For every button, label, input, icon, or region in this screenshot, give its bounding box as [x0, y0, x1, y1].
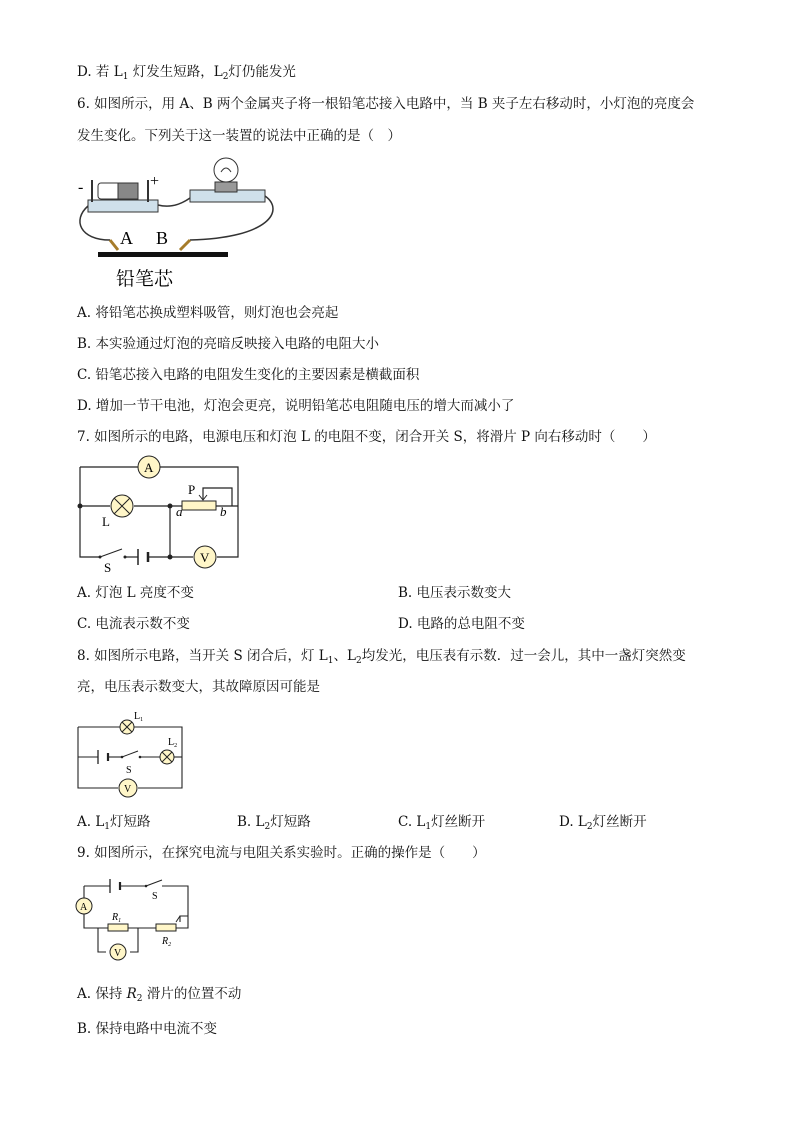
q8-option-c: C. $L_1$灯丝断开	[398, 814, 486, 832]
slider-p-label: P	[188, 482, 196, 497]
plus-sign: +	[150, 173, 160, 190]
q6-option-c: C. 铅笔芯接入电路的电阻发生变化的主要因素是横截面积	[77, 367, 420, 383]
r1-label: $R_1$	[112, 912, 122, 924]
q6-pencil-circuit-figure	[70, 150, 285, 295]
minus-sign: -	[78, 179, 84, 196]
lamp-base	[215, 182, 237, 192]
q9-option-a: A. 保持 $R_2$ 滑片的位置不动	[77, 986, 242, 1004]
q6-option-d: D. 增加一节干电池，灯泡会更亮，说明铅笔芯电阻随电压的增大而减小了	[77, 398, 515, 414]
ammeter-label: A	[144, 460, 154, 475]
rheostat	[182, 501, 216, 510]
q9-option-b: B. 保持电路中电流不变	[77, 1021, 218, 1037]
ammeter-label: A	[80, 902, 88, 913]
switch-s-label: S	[126, 765, 132, 776]
end-b-label: b	[220, 504, 227, 519]
lamp-l-label: L	[102, 514, 110, 529]
switch-s-label: S	[152, 891, 158, 902]
q8-stem-line1: 8. 如图所示电路，当开关 S 闭合后，灯 $L_1$、$L_2$均发光，电压表有示数．过一会儿，其中一盏灯突然变	[77, 648, 686, 666]
q6-option-b: B. 本实验通过灯泡的亮暗反映接入电路的电阻大小	[77, 336, 380, 352]
q7-option-a: A. 灯泡 L 亮度不变	[77, 585, 194, 601]
rheostat-r2	[156, 924, 176, 931]
q8-option-d: D. $L_2$灯丝断开	[559, 814, 647, 832]
lamp-l2-label: $L_2$	[168, 737, 178, 749]
q6-option-a: A. 将铅笔芯换成塑料吸管，则灯泡也会亮起	[77, 305, 339, 321]
switch-s-label: S	[104, 560, 112, 575]
q5-option-d: D. 若 $L_1$ 灯发生短路，$L_2$灯仍能发光	[77, 64, 296, 82]
voltmeter-label: V	[124, 784, 132, 795]
q7-option-b: B. 电压表示数变大	[398, 585, 512, 601]
q6-stem-line2: 发生变化。下列关于这一装置的说法中正确的是（ ）	[77, 128, 401, 144]
clip-a-label: A	[120, 228, 133, 248]
voltmeter-label: V	[200, 550, 210, 565]
end-a-label: a	[176, 504, 183, 519]
q7-circuit-figure	[70, 450, 250, 575]
q8-option-b: B. $L_2$灯短路	[237, 814, 311, 832]
bulb-icon	[214, 158, 238, 182]
q8-stem-line2: 亮，电压表示数变大，其故障原因可能是	[77, 679, 320, 695]
q8-circuit-figure	[70, 705, 190, 800]
clip-b-label: B	[156, 228, 169, 248]
q7-option-d: D. 电路的总电阻不变	[398, 616, 525, 632]
q9-circuit-figure	[70, 870, 200, 970]
resistor-r1	[108, 924, 128, 931]
q9-stem: 9. 如图所示，在探究电流与电阻关系实验时。正确的操作是（ ）	[77, 845, 486, 861]
pencil-lead-caption: 铅笔芯	[116, 269, 174, 290]
lamp-l1-label: $L_1$	[134, 711, 144, 723]
r2-label: $R_2$	[162, 936, 172, 948]
q6-stem-line1: 6. 如图所示，用 A、B 两个金属夹子将一根铅笔芯接入电路中，当 B 夹子左右移动时，小灯泡的亮度会	[77, 96, 695, 112]
q7-stem: 7. 如图所示的电路，电源电压和灯泡 L 的电阻不变，闭合开关 S，将滑片 P 向右移动时（ ）	[77, 429, 656, 445]
q7-option-c: C. 电流表示数不变	[77, 616, 190, 632]
voltmeter-label: V	[114, 948, 122, 959]
pencil-lead	[98, 252, 228, 257]
q8-option-a: A. $L_1$灯短路	[77, 814, 151, 832]
battery-cap	[118, 183, 138, 199]
